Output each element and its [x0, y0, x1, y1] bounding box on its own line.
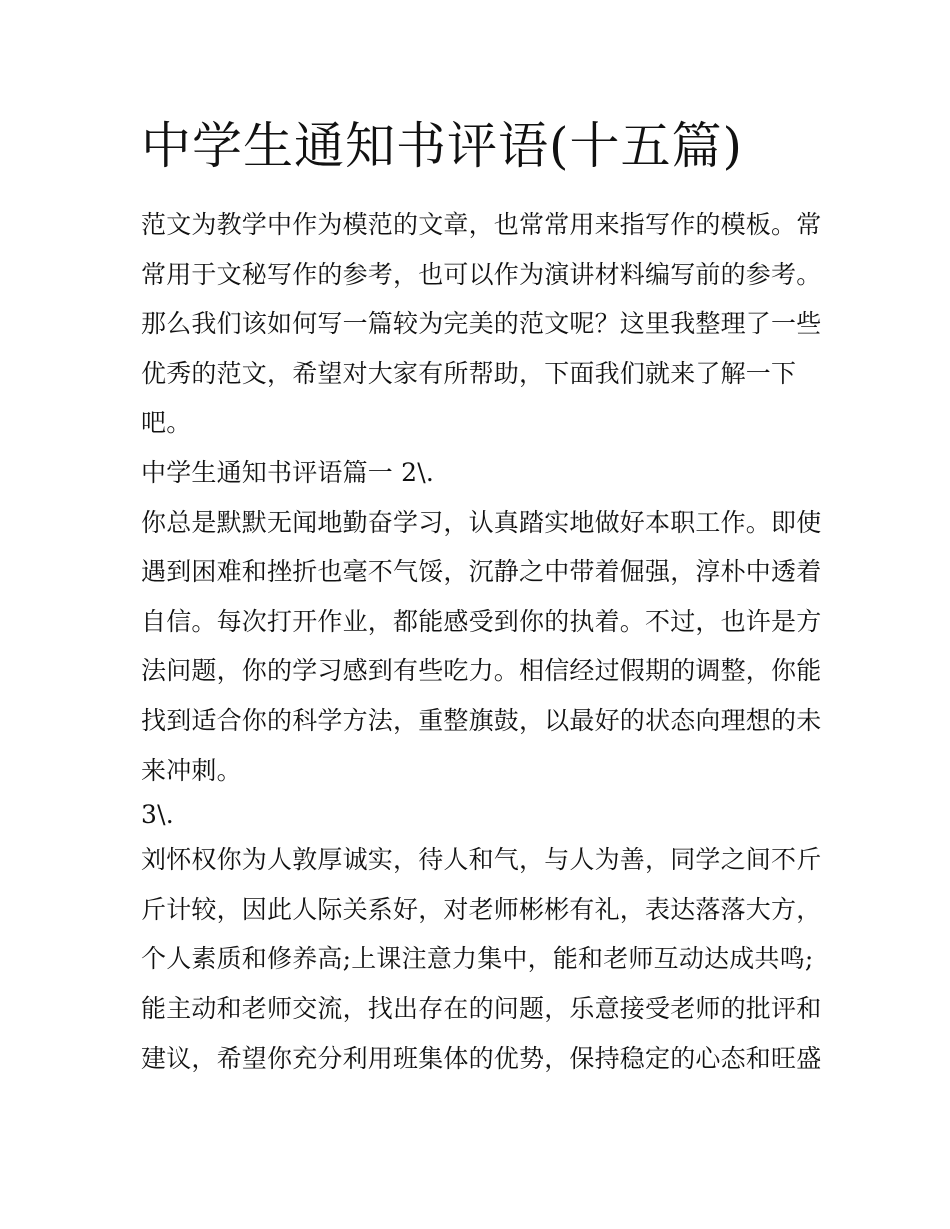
text-line: 优秀的范文，希望对大家有所帮助，下面我们就来了解一下	[141, 358, 797, 388]
text-line: 斤计较，因此人际关系好，对老师彬彬有礼，表达落落大方，	[141, 894, 822, 924]
text-line: 那么我们该如何写一篇较为完美的范文呢？这里我整理了一些	[141, 309, 822, 339]
item-number: 3\.	[141, 800, 174, 830]
paragraph-one	[141, 498, 822, 796]
text-line: 刘怀权你为人敦厚诚实，待人和气，与人为善，同学之间不斤	[141, 845, 822, 875]
text-line: 个人素质和修养高;上课注意力集中，能和老师互动达成共鸣;	[141, 944, 814, 974]
text-line: 能主动和老师交流，找出存在的问题，乐意接受老师的批评和	[141, 993, 822, 1023]
document-page	[141, 112, 822, 1083]
text-line: 找到适合你的科学方法，重整旗鼓，以最好的状态向理想的未	[141, 705, 822, 735]
section-heading: 中学生通知书评语篇一 2\.	[141, 457, 435, 487]
text-line: 法问题，你的学习感到有些吃力。相信经过假期的调整，你能	[141, 656, 822, 686]
text-line: 范文为教学中作为模范的文章，也常常用来指写作的模板。常	[141, 210, 822, 239]
text-line: 常用于文秘写作的参考，也可以作为演讲材料编写前的参考。	[141, 259, 822, 289]
text-line: 遇到困难和挫折也毫不气馁，沉静之中带着倔强，淳朴中透着	[141, 557, 822, 587]
paragraph-two	[141, 835, 822, 1083]
text-line: 自信。每次打开作业，都能感受到你的执着。不过，也许是方	[141, 606, 822, 636]
document-title: 中学生通知书评语(十五篇)	[141, 117, 744, 175]
text-line: 吧。	[141, 408, 192, 438]
text-line: 来冲刺。	[141, 755, 242, 785]
intro-paragraph	[141, 200, 822, 448]
text-line: 建议，希望你充分利用班集体的优势，保持稳定的心态和旺盛	[141, 1043, 822, 1073]
text-line: 你总是默默无闻地勤奋学习，认真踏实地做好本职工作。即使	[141, 507, 822, 537]
